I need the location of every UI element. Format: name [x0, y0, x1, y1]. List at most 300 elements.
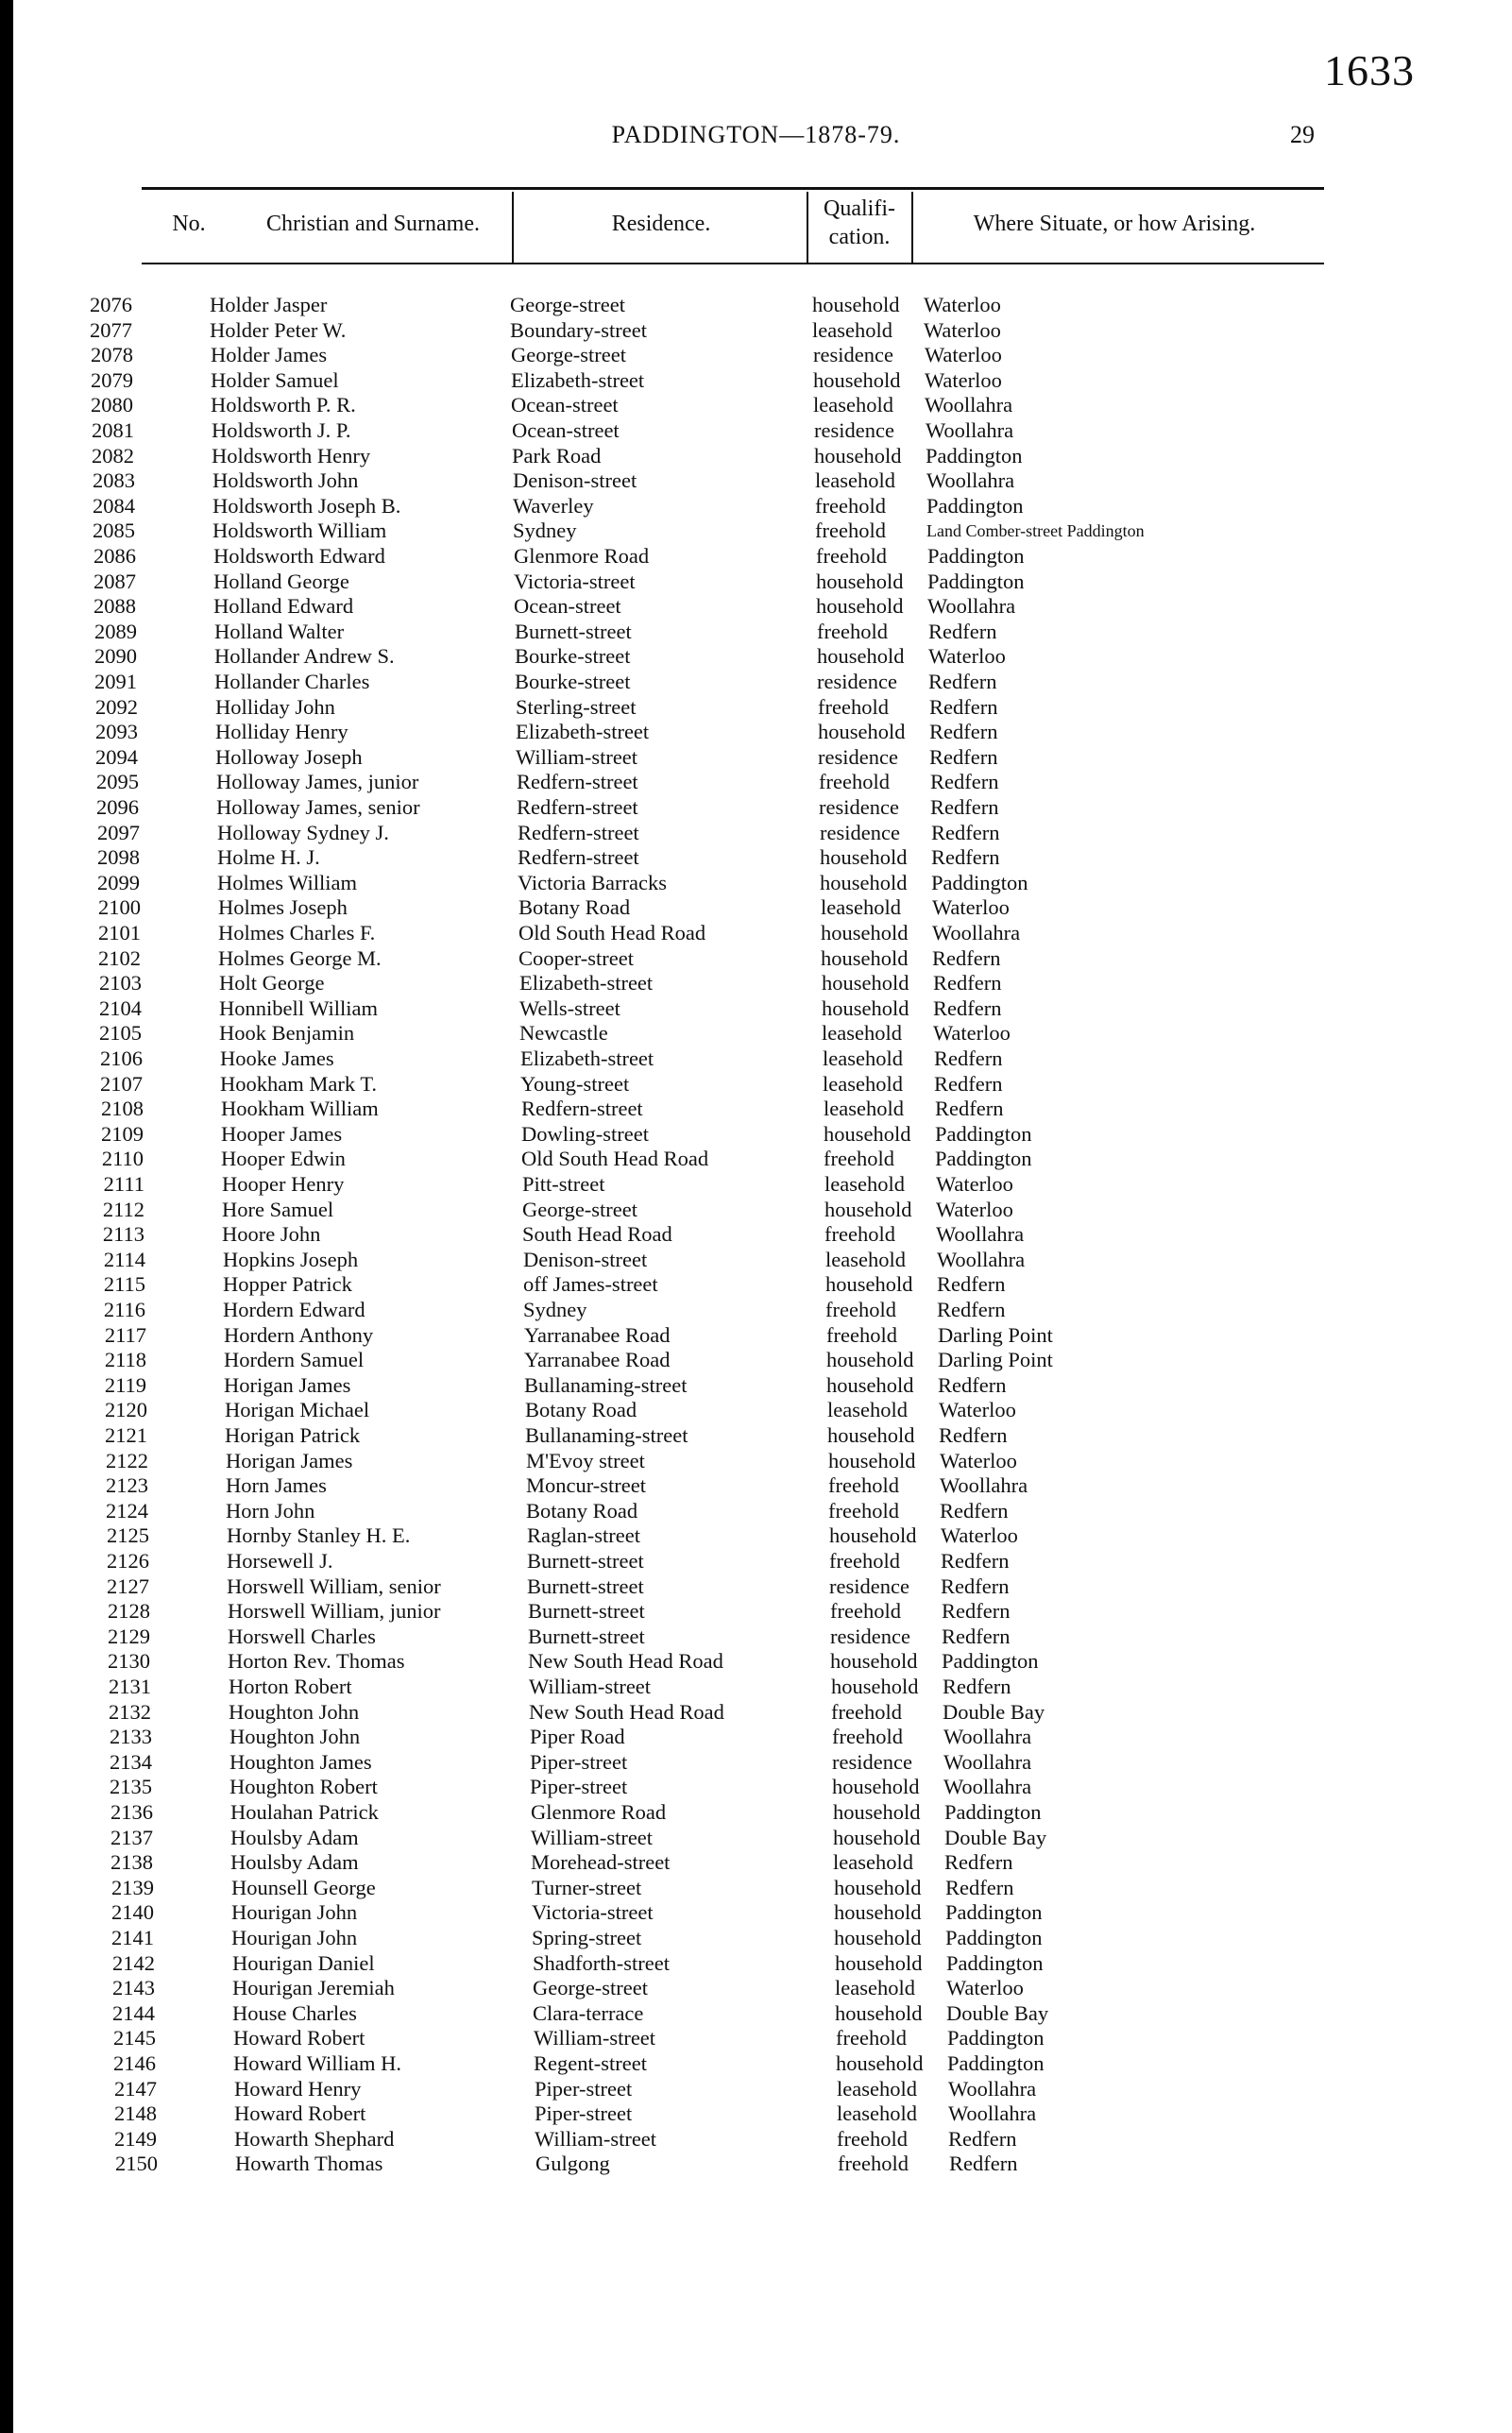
table-row	[0, 1675, 1512, 1700]
voter-name: Hordern Samuel	[224, 1348, 365, 1372]
qualification: household	[821, 945, 909, 970]
residence: Regent-street	[534, 2051, 647, 2075]
table-row	[0, 946, 1512, 972]
entry-number: 2148	[114, 2101, 157, 2126]
qualification: residence	[819, 795, 899, 819]
voter-name: Houghton James	[229, 1749, 372, 1774]
where-situate: Waterloo	[925, 367, 1002, 392]
voter-name: Horton Robert	[229, 1675, 352, 1698]
table-row	[0, 1147, 1512, 1172]
voter-name: Houghton John	[229, 1699, 360, 1724]
residence: M'Evoy street	[526, 1448, 645, 1472]
residence: Botany Road	[526, 1498, 638, 1523]
voter-name: Hooper Edwin	[221, 1147, 346, 1171]
entry-number: 2084	[93, 493, 135, 518]
qualification: freehold	[831, 1699, 902, 1724]
qualification: freehold	[829, 1549, 900, 1573]
qualification: leasehold	[835, 1976, 915, 2000]
entry-number: 2091	[94, 670, 137, 693]
where-situate: Redfern	[928, 670, 997, 693]
entry-number: 2137	[110, 1825, 153, 1849]
table-row	[0, 2152, 1512, 2177]
voter-name: Holloway James, junior	[216, 770, 419, 794]
residence: Raglan-street	[527, 1523, 640, 1548]
residence: Moncur-street	[526, 1473, 647, 1498]
residence: Glenmore Road	[514, 544, 650, 568]
qualification: leasehold	[837, 2101, 917, 2126]
where-situate: Double Bay	[943, 1699, 1045, 1724]
residence: Sydney	[523, 1298, 587, 1321]
where-situate: Redfern	[943, 1675, 1011, 1698]
where-situate: Paddington	[931, 870, 1028, 894]
table-row	[0, 620, 1512, 645]
entry-number: 2108	[101, 1097, 144, 1121]
qualification: household	[834, 1900, 922, 1925]
residence: Yarranabee Road	[524, 1348, 671, 1372]
entry-number: 2149	[114, 2126, 157, 2151]
where-situate: Redfern	[938, 1372, 1007, 1397]
residence: Piper Road	[530, 1725, 625, 1749]
qualification: leasehold	[827, 1398, 908, 1422]
voter-name: Holder Peter W.	[210, 317, 347, 342]
entry-number: 2142	[112, 1950, 155, 1975]
residence: Bullanaming-street	[524, 1372, 688, 1397]
where-situate: Waterloo	[939, 1398, 1016, 1422]
entry-number: 2140	[111, 1900, 154, 1925]
where-situate: Waterloo	[936, 1197, 1013, 1221]
qualification: freehold	[832, 1725, 903, 1749]
entry-number: 2131	[109, 1675, 151, 1698]
table-row	[0, 570, 1512, 595]
qualification: leasehold	[823, 1071, 903, 1096]
voter-name: Horigan James	[224, 1372, 351, 1397]
qualification: household	[813, 367, 901, 392]
where-situate: Redfern	[941, 1549, 1010, 1573]
where-situate: Woollahra	[936, 1222, 1025, 1247]
entry-number: 2147	[114, 2076, 157, 2101]
qualification: freehold	[830, 1599, 901, 1624]
qualification: leasehold	[824, 1097, 904, 1121]
where-situate: Redfern	[937, 1298, 1006, 1321]
where-situate: Redfern	[928, 619, 997, 643]
entry-number: 2089	[94, 619, 137, 643]
entry-number: 2150	[115, 2152, 158, 2176]
entry-number: 2094	[95, 744, 138, 769]
entry-number: 2082	[92, 443, 134, 468]
entry-number: 2099	[97, 870, 140, 894]
where-situate: Redfern	[932, 945, 1001, 970]
entry-number: 2080	[91, 393, 133, 417]
table-row	[0, 670, 1512, 695]
table-row	[0, 996, 1512, 1022]
entry-number: 2135	[110, 1775, 152, 1799]
where-situate: Paddington	[947, 2026, 1045, 2050]
voter-name: Hordern Anthony	[224, 1322, 374, 1347]
qualification: household	[828, 1448, 916, 1472]
table-row	[0, 444, 1512, 469]
table-row	[0, 1951, 1512, 1977]
header-top-rule	[142, 187, 1324, 190]
table-row	[0, 544, 1512, 570]
voter-name: Holdsworth William	[212, 519, 387, 543]
where-situate: Redfern	[940, 1498, 1009, 1523]
table-row	[0, 1072, 1512, 1097]
column-header-name: Christian and Surname.	[266, 212, 480, 236]
voter-name: Horsewell J.	[227, 1549, 333, 1573]
residence: William-street	[531, 1825, 654, 1849]
table-row	[0, 1599, 1512, 1625]
where-situate: Redfern	[929, 694, 998, 719]
qualification: leasehold	[813, 393, 893, 417]
where-situate: Waterloo	[925, 343, 1002, 367]
qualification: household	[821, 921, 909, 944]
where-situate: Woollahra	[925, 393, 1013, 417]
where-situate: Woollahra	[940, 1473, 1028, 1498]
residence: Bourke-street	[515, 644, 631, 669]
residence: Newcastle	[519, 1021, 608, 1046]
residence: Sterling-street	[516, 694, 637, 719]
residence: Botany Road	[525, 1398, 637, 1422]
residence: Victoria Barracks	[518, 870, 667, 894]
residence: New South Head Road	[529, 1699, 724, 1724]
voter-name: Hourigan John	[231, 1926, 358, 1949]
table-row	[0, 368, 1512, 394]
voter-name: Howarth Shephard	[234, 2126, 395, 2151]
voter-name: Holmes William	[217, 870, 358, 894]
where-situate: Paddington	[945, 1926, 1043, 1949]
stamp-number: 1633	[1324, 46, 1415, 94]
entry-number: 2093	[95, 720, 138, 744]
qualification: household	[820, 870, 908, 894]
residence: Burnett-street	[528, 1599, 645, 1624]
voter-name: Hore Samuel	[222, 1197, 334, 1221]
entry-number: 2092	[95, 694, 138, 719]
entry-number: 2121	[105, 1423, 147, 1447]
where-situate: Waterloo	[933, 1021, 1011, 1046]
qualification: freehold	[816, 544, 887, 568]
where-situate: Woollahra	[926, 418, 1014, 442]
voter-name: Holmes Joseph	[218, 895, 348, 920]
where-situate: Woollahra	[948, 2076, 1037, 2101]
where-situate: Waterloo	[928, 644, 1006, 669]
table-row	[0, 594, 1512, 620]
header-bottom-rule	[142, 263, 1324, 264]
voter-name: Holliday John	[215, 694, 335, 719]
where-situate: Double Bay	[944, 1825, 1047, 1849]
where-situate: Woollahra	[948, 2101, 1037, 2126]
voter-name: Hoore John	[222, 1222, 321, 1247]
where-situate: Waterloo	[946, 1976, 1024, 2000]
table-row	[0, 921, 1512, 946]
voter-name: Horigan Patrick	[225, 1423, 361, 1447]
residence: Piper-street	[530, 1749, 628, 1774]
qualification: household	[825, 1272, 913, 1297]
qualification: residence	[830, 1624, 910, 1648]
table-row	[0, 1574, 1512, 1600]
voter-name: Holmes Charles F.	[218, 921, 376, 944]
entry-number: 2118	[104, 1348, 146, 1372]
table-row	[0, 1473, 1512, 1499]
where-situate: Woollahra	[937, 1247, 1026, 1271]
table-row	[0, 1499, 1512, 1524]
voter-name: Holdsworth P. R.	[211, 393, 356, 417]
where-situate: Redfern	[934, 1071, 1003, 1096]
residence: William-street	[535, 2126, 657, 2151]
voter-name: Houlsby Adam	[230, 1850, 359, 1875]
entry-number: 2130	[108, 1649, 150, 1674]
entry-number: 2078	[91, 343, 133, 367]
qualification: household	[826, 1348, 914, 1372]
entry-number: 2104	[99, 995, 142, 1020]
residence: Elizabeth-street	[519, 971, 654, 995]
entry-number: 2086	[93, 544, 136, 568]
entry-number: 2109	[101, 1121, 144, 1146]
entry-number: 2096	[96, 795, 139, 819]
entry-number: 2110	[101, 1147, 144, 1171]
qualification: household	[831, 1675, 919, 1698]
qualification: freehold	[828, 1473, 899, 1498]
voter-name: Hookham William	[221, 1097, 379, 1121]
where-situate: Double Bay	[946, 2000, 1049, 2025]
where-situate: Redfern	[942, 1624, 1011, 1648]
voter-name: Howard Robert	[233, 2026, 365, 2050]
residence: Victoria-street	[514, 569, 636, 593]
residence: Cooper-street	[518, 945, 635, 970]
where-situate: Redfern	[937, 1272, 1006, 1297]
entry-number: 2144	[112, 2000, 155, 2025]
voter-name: Hookham Mark T.	[220, 1071, 378, 1096]
entry-number: 2145	[113, 2026, 156, 2050]
where-situate: Waterloo	[932, 895, 1010, 920]
table-row	[0, 971, 1512, 996]
voter-name: Holmes George M.	[218, 945, 382, 970]
table-row	[0, 318, 1512, 344]
residence: Glenmore Road	[531, 1800, 667, 1824]
residence: Waverley	[513, 493, 594, 518]
residence: Dowling-street	[521, 1121, 649, 1146]
where-situate: Paddington	[946, 1950, 1044, 1975]
entry-number: 2143	[112, 1976, 155, 2000]
entry-number: 2113	[102, 1222, 144, 1247]
residence: Piper-street	[535, 2076, 633, 2101]
voter-name: Horn John	[226, 1498, 315, 1523]
where-situate: Redfern	[944, 1850, 1013, 1875]
residence: Yarranabee Road	[524, 1322, 671, 1347]
qualification: freehold	[838, 2152, 909, 2176]
voter-name: Hourigan John	[231, 1900, 358, 1925]
where-situate: Redfern	[941, 1574, 1010, 1598]
qualification: household	[835, 2000, 923, 2025]
residence: Ocean-street	[511, 393, 619, 417]
entry-number: 2146	[113, 2051, 156, 2075]
residence: Piper-street	[535, 2101, 633, 2126]
entry-number: 2139	[111, 1875, 154, 1899]
table-row	[0, 1272, 1512, 1298]
voter-name: Horswell William, senior	[227, 1574, 441, 1598]
table-row	[0, 845, 1512, 871]
residence: New South Head Road	[528, 1649, 723, 1674]
residence: Turner-street	[532, 1875, 642, 1899]
entry-number: 2123	[106, 1473, 148, 1498]
entry-number: 2112	[102, 1197, 144, 1221]
qualification: leasehold	[837, 2076, 917, 2101]
running-head: PADDINGTON—1878-79.	[611, 121, 901, 148]
page-number: 29	[1290, 121, 1315, 148]
table-row	[0, 1298, 1512, 1323]
voter-name: Houghton Robert	[229, 1775, 378, 1799]
residence: South Head Road	[522, 1222, 672, 1247]
table-row	[0, 293, 1512, 318]
table-row	[0, 1323, 1512, 1349]
voter-name: Holland Walter	[214, 619, 345, 643]
entry-number: 2095	[96, 770, 139, 794]
table-row	[0, 745, 1512, 771]
residence: Spring-street	[532, 1926, 642, 1949]
where-situate: Paddington	[935, 1147, 1032, 1171]
voter-name: Horton Rev. Thomas	[228, 1649, 405, 1674]
table-row	[0, 1725, 1512, 1750]
voter-name: Hollander Charles	[214, 670, 370, 693]
table-row	[0, 644, 1512, 670]
residence: Redfern-street	[517, 770, 638, 794]
residence: Park Road	[512, 443, 602, 468]
voter-name: Hooper James	[221, 1121, 343, 1146]
qualification: household	[816, 569, 904, 593]
residence: George-street	[511, 343, 627, 367]
qualification: household	[812, 293, 900, 316]
table-row	[0, 1373, 1512, 1399]
residence: George-street	[522, 1197, 638, 1221]
where-situate: Redfern	[949, 2152, 1018, 2176]
qualification: residence	[832, 1749, 912, 1774]
voter-name: Holder James	[211, 343, 328, 367]
residence: Shadforth-street	[533, 1950, 670, 1975]
entry-number: 2079	[91, 367, 133, 392]
qualification: household	[824, 1121, 911, 1146]
table-row	[0, 1097, 1512, 1122]
qualification: freehold	[836, 2026, 907, 2050]
residence: Elizabeth-street	[511, 367, 645, 392]
entry-number: 2083	[93, 468, 135, 493]
voter-name: Holloway James, senior	[216, 795, 420, 819]
residence: Clara-terrace	[533, 2000, 644, 2025]
residence: Elizabeth-street	[516, 720, 650, 744]
where-situate: Woollahra	[943, 1749, 1032, 1774]
voter-name: Holdsworth Edward	[213, 544, 385, 568]
where-situate: Paddington	[944, 1800, 1042, 1824]
where-situate: Waterloo	[924, 293, 1001, 316]
entry-number: 2136	[110, 1800, 153, 1824]
qualification: freehold	[819, 770, 890, 794]
where-situate: Waterloo	[941, 1523, 1018, 1548]
entry-number: 2114	[103, 1247, 145, 1271]
qualification: freehold	[837, 2126, 908, 2151]
voter-name: Howard William H.	[233, 2051, 402, 2075]
table-row	[0, 821, 1512, 846]
voter-name: Hopper Patrick	[223, 1272, 352, 1297]
qualification: household	[832, 1775, 920, 1799]
qualification: freehold	[817, 619, 888, 643]
column-header-qualification: Qualifi- cation.	[824, 196, 895, 249]
voter-name: Howard Robert	[234, 2101, 366, 2126]
where-situate: Redfern	[933, 971, 1002, 995]
where-situate: Redfern	[930, 770, 999, 794]
table-row	[0, 1700, 1512, 1726]
entry-number: 2098	[97, 845, 140, 870]
qualification: freehold	[825, 1298, 896, 1321]
qualification: leasehold	[824, 1172, 905, 1196]
where-situate: Redfern	[933, 995, 1002, 1020]
column-header-residence: Residence.	[611, 212, 711, 236]
voter-name: Holdsworth J. P.	[212, 418, 351, 442]
table-row	[0, 343, 1512, 368]
qualification: freehold	[824, 1222, 895, 1247]
residence: Piper-street	[530, 1775, 628, 1799]
qualification: household	[822, 995, 909, 1020]
qualification: freehold	[828, 1498, 899, 1523]
where-situate: Woollahra	[927, 594, 1016, 619]
table-row	[0, 695, 1512, 721]
qualification: leasehold	[815, 468, 895, 493]
table-row	[0, 2026, 1512, 2051]
residence: Boundary-street	[510, 317, 647, 342]
entry-number: 2116	[103, 1298, 145, 1321]
qualification: residence	[814, 418, 894, 442]
table-row	[0, 871, 1512, 896]
column-divider	[512, 192, 514, 264]
entry-number: 2101	[98, 921, 141, 944]
qualification: leasehold	[825, 1247, 906, 1271]
where-situate: Redfern	[945, 1875, 1014, 1899]
entry-number: 2141	[111, 1926, 154, 1949]
residence: Bullanaming-street	[525, 1423, 688, 1447]
table-row	[0, 1750, 1512, 1776]
residence: Morehead-street	[531, 1850, 671, 1875]
qualification: household	[833, 1800, 921, 1824]
where-situate: Redfern	[930, 795, 999, 819]
voter-name: Holland George	[213, 569, 349, 593]
entry-number: 2103	[99, 971, 142, 995]
entry-number: 2077	[90, 317, 132, 342]
entry-number: 2106	[100, 1046, 143, 1070]
voter-name: Holloway Joseph	[215, 744, 363, 769]
voter-name: Hornby Stanley H. E.	[227, 1523, 411, 1548]
residence: Gulgong	[535, 2152, 610, 2176]
table-row	[0, 1976, 1512, 2001]
table-row	[0, 1248, 1512, 1273]
table-row	[0, 1398, 1512, 1423]
qualification: household	[830, 1649, 918, 1674]
voter-name: Hooke James	[220, 1046, 334, 1070]
where-situate: Waterloo	[936, 1172, 1013, 1196]
qualification: residence	[818, 744, 898, 769]
table-row	[0, 2101, 1512, 2127]
residence: Ocean-street	[514, 594, 621, 619]
where-situate: Redfern	[931, 820, 1000, 844]
voter-name: Hourigan Jeremiah	[232, 1976, 395, 2000]
table-row	[0, 770, 1512, 795]
entry-number: 2125	[107, 1523, 149, 1548]
voter-name: Houghton John	[229, 1725, 361, 1749]
residence: Wells-street	[519, 995, 620, 1020]
qualification: household	[814, 443, 902, 468]
residence: George-street	[510, 293, 626, 316]
qualification: household	[829, 1523, 917, 1548]
residence: Old South Head Road	[521, 1147, 709, 1171]
where-situate: Paddington	[926, 443, 1023, 468]
qualification: household	[820, 845, 908, 870]
entry-number: 2119	[104, 1372, 146, 1397]
